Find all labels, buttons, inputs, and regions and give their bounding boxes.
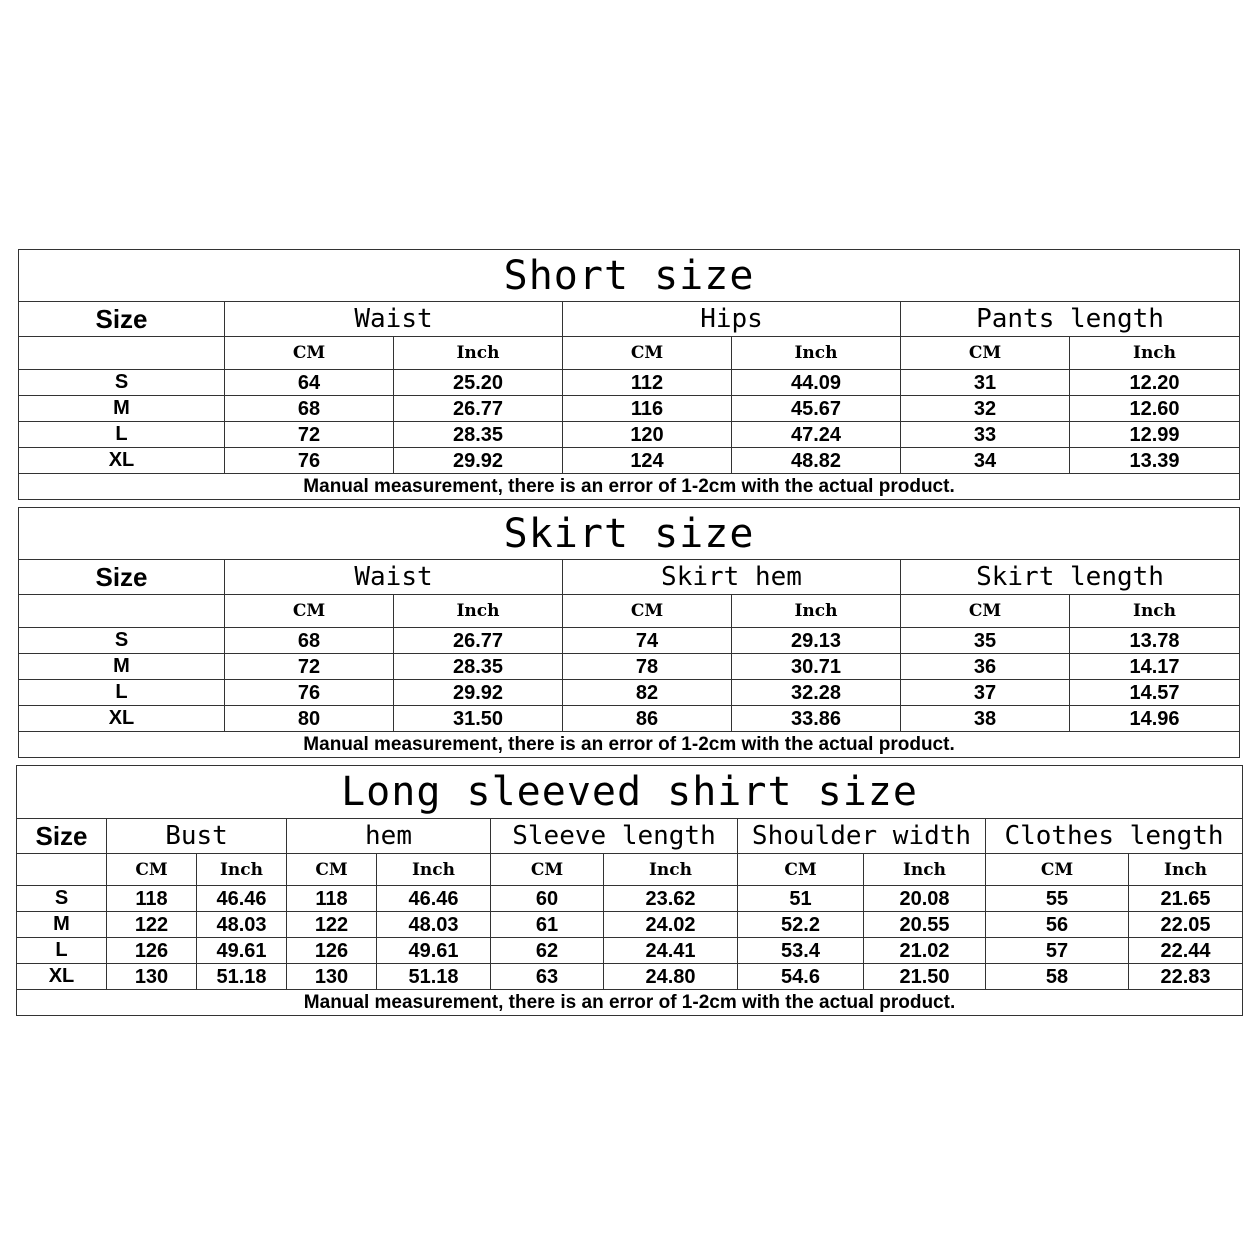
- table-row: [19, 422, 1240, 448]
- value-cell: 13.78: [1070, 628, 1240, 654]
- value-cell: 14.96: [1070, 706, 1240, 732]
- value-cell: 24.41: [604, 938, 738, 964]
- value-cell: 61: [491, 912, 604, 938]
- table-row: [17, 886, 1243, 912]
- unit-header: Inch: [394, 595, 563, 628]
- unit-header: Inch: [732, 337, 901, 370]
- unit-header: Inch: [1070, 337, 1240, 370]
- value-cell: 64: [225, 370, 394, 396]
- value-cell: 76: [225, 680, 394, 706]
- value-cell: 20.08: [864, 886, 986, 912]
- value-cell: 49.61: [377, 938, 491, 964]
- value-cell: 76: [225, 448, 394, 474]
- value-cell: 51.18: [197, 964, 287, 990]
- group-header: Bust: [107, 819, 287, 854]
- value-cell: 32: [901, 396, 1070, 422]
- group-header: Waist: [225, 560, 563, 595]
- value-cell: 22.83: [1129, 964, 1243, 990]
- size-cell: L: [17, 938, 107, 964]
- table-row: [17, 912, 1243, 938]
- value-cell: 31.50: [394, 706, 563, 732]
- value-cell: 126: [107, 938, 197, 964]
- size-cell: M: [19, 654, 225, 680]
- value-cell: 26.77: [394, 396, 563, 422]
- value-cell: 12.60: [1070, 396, 1240, 422]
- value-cell: 29.92: [394, 680, 563, 706]
- unit-header: CM: [225, 595, 394, 628]
- unit-header: Inch: [864, 854, 986, 886]
- unit-header: CM: [225, 337, 394, 370]
- value-cell: 31: [901, 370, 1070, 396]
- table-row: [17, 964, 1243, 990]
- value-cell: 47.24: [732, 422, 901, 448]
- unit-header: Inch: [1070, 595, 1240, 628]
- value-cell: 45.67: [732, 396, 901, 422]
- unit-header: CM: [563, 337, 732, 370]
- group-header: Skirt hem: [563, 560, 901, 595]
- size-header: Size: [17, 819, 107, 854]
- value-cell: 51: [738, 886, 864, 912]
- value-cell: 46.46: [197, 886, 287, 912]
- table-row: [19, 396, 1240, 422]
- value-cell: 48.03: [377, 912, 491, 938]
- value-cell: 21.50: [864, 964, 986, 990]
- skirt-size-title: Skirt size: [19, 508, 1240, 560]
- group-header: Clothes length: [986, 819, 1243, 854]
- value-cell: 118: [107, 886, 197, 912]
- unit-header: CM: [491, 854, 604, 886]
- value-cell: 82: [563, 680, 732, 706]
- unit-header: Inch: [1129, 854, 1243, 886]
- shirt-size-title: Long sleeved shirt size: [17, 766, 1243, 819]
- value-cell: 80: [225, 706, 394, 732]
- measurement-note: Manual measurement, there is an error of 1-2cm with the actual product.: [19, 732, 1240, 758]
- value-cell: 29.92: [394, 448, 563, 474]
- group-header: hem: [287, 819, 491, 854]
- table-row: [19, 706, 1240, 732]
- value-cell: 63: [491, 964, 604, 990]
- value-cell: 33: [901, 422, 1070, 448]
- value-cell: 25.20: [394, 370, 563, 396]
- value-cell: 74: [563, 628, 732, 654]
- unit-header: CM: [986, 854, 1129, 886]
- value-cell: 68: [225, 628, 394, 654]
- size-cell: S: [17, 886, 107, 912]
- value-cell: 56: [986, 912, 1129, 938]
- shirt-size-table: [16, 765, 1243, 1016]
- value-cell: 124: [563, 448, 732, 474]
- unit-header: CM: [107, 854, 197, 886]
- value-cell: 48.03: [197, 912, 287, 938]
- value-cell: 26.77: [394, 628, 563, 654]
- value-cell: 86: [563, 706, 732, 732]
- value-cell: 14.17: [1070, 654, 1240, 680]
- value-cell: 126: [287, 938, 377, 964]
- unit-header: Inch: [197, 854, 287, 886]
- table-row: [19, 628, 1240, 654]
- size-cell: XL: [19, 706, 225, 732]
- table-row: [19, 370, 1240, 396]
- value-cell: 21.65: [1129, 886, 1243, 912]
- short-size-title: Short size: [19, 250, 1240, 302]
- measurement-note: Manual measurement, there is an error of 1-2cm with the actual product.: [19, 474, 1240, 500]
- value-cell: 68: [225, 396, 394, 422]
- value-cell: 38: [901, 706, 1070, 732]
- group-header: Pants length: [901, 302, 1240, 337]
- group-header: Shoulder width: [738, 819, 986, 854]
- value-cell: 116: [563, 396, 732, 422]
- unit-header: CM: [738, 854, 864, 886]
- value-cell: 53.4: [738, 938, 864, 964]
- value-cell: 122: [287, 912, 377, 938]
- group-header: Hips: [563, 302, 901, 337]
- value-cell: 36: [901, 654, 1070, 680]
- value-cell: 28.35: [394, 422, 563, 448]
- value-cell: 22.05: [1129, 912, 1243, 938]
- size-cell: S: [19, 370, 225, 396]
- value-cell: 58: [986, 964, 1129, 990]
- value-cell: 112: [563, 370, 732, 396]
- blank-cell: [19, 337, 225, 370]
- value-cell: 35: [901, 628, 1070, 654]
- size-cell: M: [19, 396, 225, 422]
- group-header: Skirt length: [901, 560, 1240, 595]
- value-cell: 44.09: [732, 370, 901, 396]
- value-cell: 29.13: [732, 628, 901, 654]
- value-cell: 28.35: [394, 654, 563, 680]
- value-cell: 52.2: [738, 912, 864, 938]
- size-cell: XL: [19, 448, 225, 474]
- value-cell: 122: [107, 912, 197, 938]
- unit-header: Inch: [377, 854, 491, 886]
- size-cell: L: [19, 680, 225, 706]
- table-row: [19, 680, 1240, 706]
- value-cell: 78: [563, 654, 732, 680]
- table-row: [19, 654, 1240, 680]
- value-cell: 72: [225, 422, 394, 448]
- value-cell: 12.99: [1070, 422, 1240, 448]
- value-cell: 46.46: [377, 886, 491, 912]
- value-cell: 37: [901, 680, 1070, 706]
- value-cell: 48.82: [732, 448, 901, 474]
- unit-header: CM: [901, 595, 1070, 628]
- blank-cell: [17, 854, 107, 886]
- skirt-size-table: [18, 507, 1240, 758]
- value-cell: 130: [107, 964, 197, 990]
- value-cell: 62: [491, 938, 604, 964]
- value-cell: 33.86: [732, 706, 901, 732]
- value-cell: 55: [986, 886, 1129, 912]
- value-cell: 21.02: [864, 938, 986, 964]
- value-cell: 118: [287, 886, 377, 912]
- measurement-note: Manual measurement, there is an error of 1-2cm with the actual product.: [17, 990, 1243, 1016]
- group-header: Sleeve length: [491, 819, 738, 854]
- unit-header: CM: [563, 595, 732, 628]
- value-cell: 60: [491, 886, 604, 912]
- size-cell: L: [19, 422, 225, 448]
- value-cell: 24.80: [604, 964, 738, 990]
- size-header: Size: [19, 560, 225, 595]
- size-cell: M: [17, 912, 107, 938]
- value-cell: 54.6: [738, 964, 864, 990]
- value-cell: 30.71: [732, 654, 901, 680]
- value-cell: 32.28: [732, 680, 901, 706]
- unit-header: CM: [287, 854, 377, 886]
- unit-header: Inch: [732, 595, 901, 628]
- value-cell: 57: [986, 938, 1129, 964]
- value-cell: 13.39: [1070, 448, 1240, 474]
- size-cell: S: [19, 628, 225, 654]
- value-cell: 72: [225, 654, 394, 680]
- group-header: Waist: [225, 302, 563, 337]
- unit-header: Inch: [604, 854, 738, 886]
- value-cell: 14.57: [1070, 680, 1240, 706]
- blank-cell: [19, 595, 225, 628]
- value-cell: 24.02: [604, 912, 738, 938]
- value-cell: 34: [901, 448, 1070, 474]
- value-cell: 51.18: [377, 964, 491, 990]
- value-cell: 22.44: [1129, 938, 1243, 964]
- size-header: Size: [19, 302, 225, 337]
- table-row: [19, 448, 1240, 474]
- unit-header: Inch: [394, 337, 563, 370]
- short-size-table: [18, 249, 1240, 500]
- unit-header: CM: [901, 337, 1070, 370]
- value-cell: 20.55: [864, 912, 986, 938]
- value-cell: 23.62: [604, 886, 738, 912]
- value-cell: 12.20: [1070, 370, 1240, 396]
- value-cell: 130: [287, 964, 377, 990]
- size-cell: XL: [17, 964, 107, 990]
- value-cell: 120: [563, 422, 732, 448]
- value-cell: 49.61: [197, 938, 287, 964]
- table-row: [17, 938, 1243, 964]
